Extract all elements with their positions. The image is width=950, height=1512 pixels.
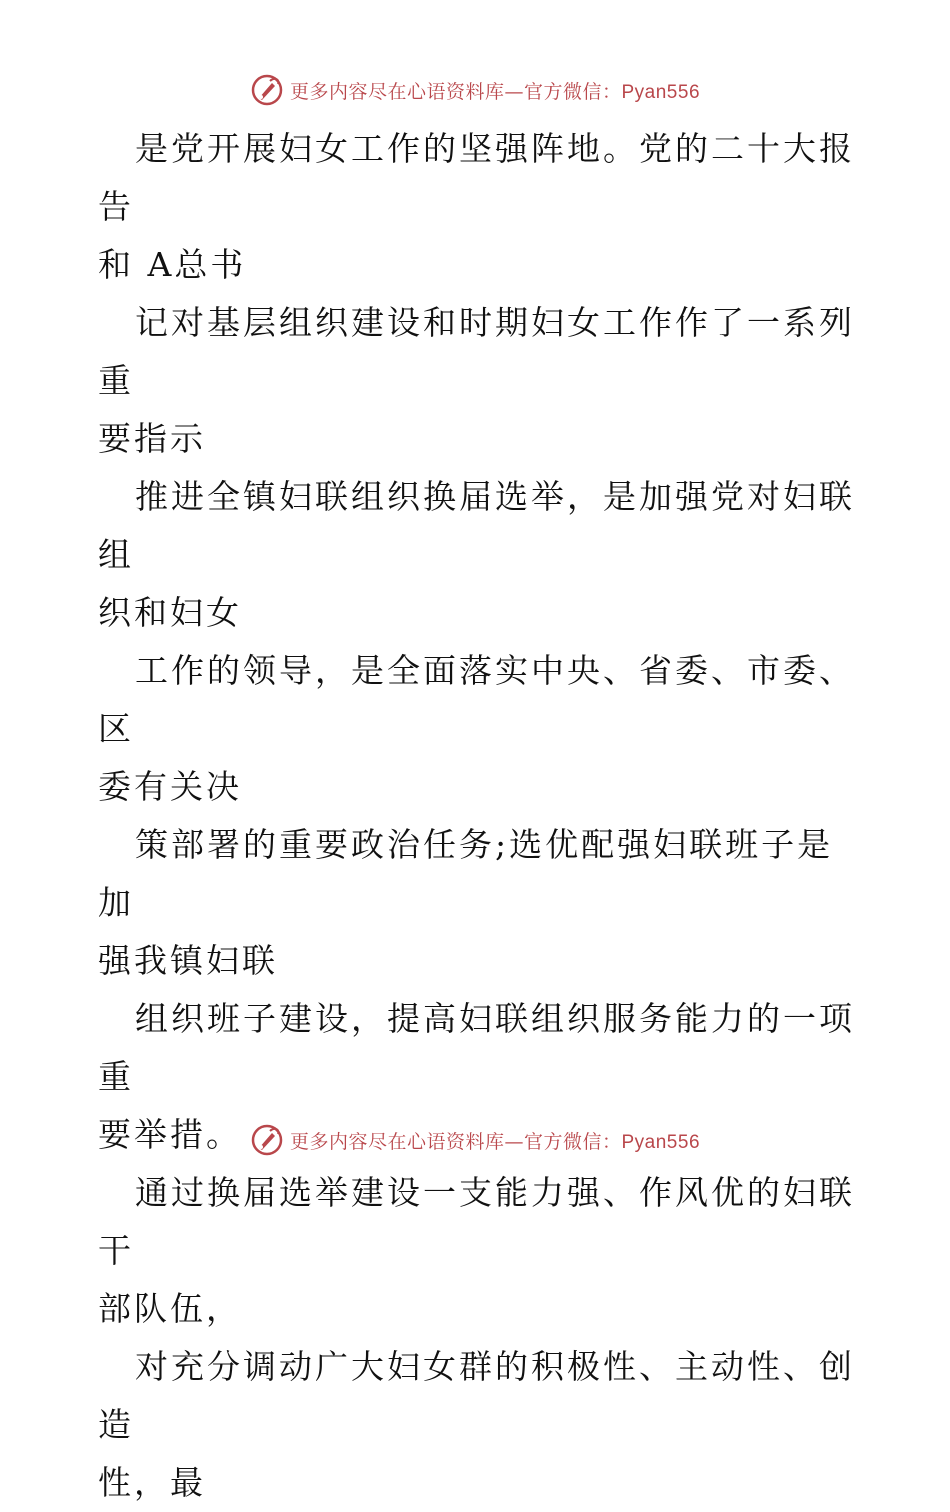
paragraph-line: 推进全镇妇联组织换届选举，是加强党对妇联组 [98, 477, 855, 574]
document-body [98, 120, 858, 1512]
paragraph-line: 织和妇女 [98, 593, 242, 632]
pen-logo-icon [250, 1123, 284, 1157]
paragraph-line: 委有关决 [98, 767, 242, 806]
paragraph-line: 是党开展妇女工作的坚强阵地。党的二十大报告 [98, 129, 855, 226]
paragraph-line: 要指示 [98, 419, 206, 458]
paragraph-5 [98, 816, 858, 990]
paragraph-line: 通过换届选举建设一支能力强、作风优的妇联干 [98, 1173, 855, 1270]
paragraph-line: 和 A总书 [98, 245, 247, 284]
pen-logo-icon [250, 73, 284, 107]
paragraph-7 [98, 1164, 858, 1338]
footer-banner-label: 更多内容尽在心语资料库—官方微信： [289, 1130, 622, 1153]
header-banner-text [290, 77, 700, 104]
paragraph-line: 策部署的重要政治任务;选优配强妇联班子是加 [98, 825, 834, 922]
paragraph-2 [98, 294, 858, 468]
paragraph-line: 记对基层组织建设和时期妇女工作作了一系列重 [98, 303, 855, 400]
paragraph-1 [98, 120, 858, 294]
paragraph-line: 部队伍， [98, 1289, 242, 1328]
paragraph-line: 对充分调动广大妇女群的积极性、主动性、创造 [98, 1347, 855, 1444]
footer-banner [0, 1120, 950, 1160]
paragraph-line: 工作的领导，是全面落实中央、省委、市委、区 [98, 651, 855, 748]
paragraph-line: 性，最 [98, 1463, 206, 1502]
paragraph-line: 要举措。 [98, 1115, 242, 1154]
header-banner-label: 更多内容尽在心语资料库—官方微信： [289, 80, 622, 103]
header-banner [0, 70, 950, 110]
paragraph-8 [98, 1338, 858, 1512]
paragraph-line: 组织班子建设，提高妇联组织服务能力的一项重 [98, 999, 855, 1096]
paragraph-3 [98, 468, 858, 642]
paragraph-4 [98, 642, 858, 816]
header-banner-id: Pyan556 [621, 81, 701, 103]
paragraph-line: 强我镇妇联 [98, 941, 278, 980]
footer-banner-id: Pyan556 [621, 1131, 701, 1153]
footer-banner-text [290, 1127, 700, 1154]
